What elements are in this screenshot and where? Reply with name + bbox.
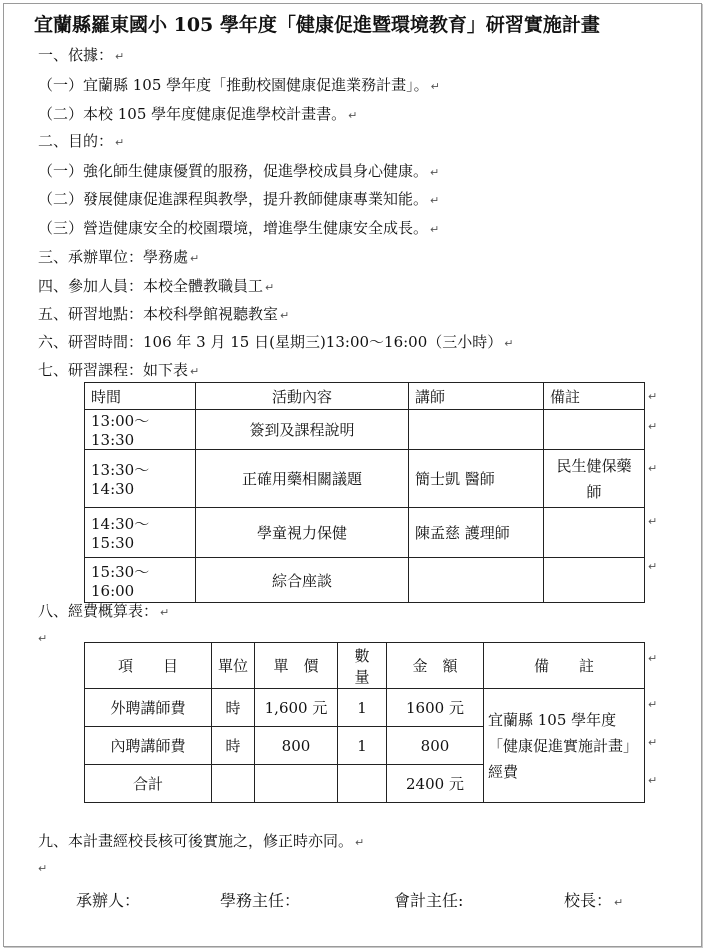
schedule-table: [84, 382, 645, 603]
cell-item: 外聘講師費: [85, 689, 212, 727]
section-time: 六、研習時間：106 年 3 月 15 日(星期三)13:00～16:00（三小時） ↵: [38, 333, 514, 351]
row-end-mark: ↵: [648, 515, 658, 528]
cell-unit: 時: [212, 689, 255, 727]
cell-amount: 1600 元: [387, 689, 484, 727]
table-row: [85, 508, 645, 558]
section-location: 五、研習地點：本校科學館視聽教室 ↵: [38, 305, 290, 323]
cell-activity: 簽到及課程說明: [196, 410, 409, 450]
cell-qty: 1: [338, 727, 387, 765]
header-qty: 數 量: [338, 643, 387, 689]
row-end-mark: ↵: [648, 774, 658, 787]
cell-note: [544, 558, 645, 603]
table-row: [85, 689, 645, 727]
cell-qty: 1: [338, 689, 387, 727]
document-title: 宜蘭縣羅東國小 105 學年度「健康促進暨環境教育」研習實施計畫: [34, 14, 600, 36]
cell-unit: [212, 765, 255, 803]
cell-price: [255, 765, 338, 803]
header-budget-note: 備 註: [484, 643, 645, 689]
cell-lecturer: 簡士凱 醫師: [409, 450, 544, 508]
cell-lecturer: [409, 558, 544, 603]
header-amount: 金 額: [387, 643, 484, 689]
section-purpose: 二、目的： ↵: [38, 132, 125, 150]
row-end-mark: ↵: [648, 698, 658, 711]
row-end-mark: ↵: [648, 652, 658, 665]
cell-activity: 正確用藥相關議題: [196, 450, 409, 508]
row-end-mark: ↵: [648, 462, 658, 475]
cell-note: [544, 508, 645, 558]
section-organizer: 三、承辦單位：學務處 ↵: [38, 248, 200, 266]
cell-time: 13:00～13:30: [85, 410, 196, 450]
header-lecturer: 講師: [409, 383, 544, 410]
cell-qty: [338, 765, 387, 803]
signature-student-affairs: 學務主任：: [220, 891, 301, 910]
section-basis: 一、依據： ↵: [38, 46, 125, 64]
cell-amount: 800: [387, 727, 484, 765]
row-end-mark: ↵: [648, 390, 658, 403]
cell-activity: 綜合座談: [196, 558, 409, 603]
cell-lecturer: 陳孟慈 護理師: [409, 508, 544, 558]
empty-paragraph-mark: ↵: [38, 862, 48, 875]
cell-note: [544, 410, 645, 450]
purpose-item-2: （二）發展健康促進課程與教學，提升教師健康專業知能。 ↵: [38, 190, 440, 208]
section-budget: 八、經費概算表： ↵: [38, 602, 170, 620]
cell-item: 合計: [85, 765, 212, 803]
cell-item: 內聘講師費: [85, 727, 212, 765]
signature-accounting: 會計主任:: [394, 891, 464, 910]
purpose-item-1: （一）強化師生健康優質的服務，促進學校成員身心健康。 ↵: [38, 162, 440, 180]
cell-price: 800: [255, 727, 338, 765]
header-unit: 單位: [212, 643, 255, 689]
row-end-mark: ↵: [648, 420, 658, 433]
header-price: 單 價: [255, 643, 338, 689]
purpose-item-3: （三）營造健康安全的校園環境，增進學生健康安全成長。 ↵: [38, 219, 440, 237]
budget-header-row: [85, 643, 645, 689]
cell-activity: 學童視力保健: [196, 508, 409, 558]
header-item: 項 目: [85, 643, 212, 689]
basis-item-2: （二）本校 105 學年度健康促進學校計畫書。 ↵: [38, 105, 358, 123]
table-row: [85, 410, 645, 450]
section-course: 七、研習課程：如下表 ↵: [38, 361, 200, 379]
cell-time: 13:30～14:30: [85, 450, 196, 508]
cell-note: 民生健保藥師: [544, 450, 645, 508]
row-end-mark: ↵: [648, 736, 658, 749]
cell-time: 15:30～16:00: [85, 558, 196, 603]
cell-unit: 時: [212, 727, 255, 765]
table-row: [85, 450, 645, 508]
cell-lecturer: [409, 410, 544, 450]
section-participants: 四、參加人員：本校全體教職員工 ↵: [38, 277, 275, 295]
cell-budget-note: 宜蘭縣 105 學年度「健康促進實施計畫」經費: [484, 689, 645, 803]
header-note: 備註: [544, 383, 645, 410]
signature-principal: 校長： ↵: [564, 891, 624, 910]
budget-table: [84, 642, 645, 803]
empty-paragraph-mark: ↵: [38, 632, 48, 645]
signature-handler: 承辦人：: [76, 891, 141, 910]
header-activity: 活動內容: [196, 383, 409, 410]
schedule-header-row: [85, 383, 645, 410]
section-approval: 九、本計畫經校長核可後實施之，修正時亦同。 ↵: [38, 832, 365, 850]
row-end-mark: ↵: [648, 560, 658, 573]
cell-time: 14:30～15:30: [85, 508, 196, 558]
cell-amount: 2400 元: [387, 765, 484, 803]
basis-item-1: （一）宜蘭縣 105 學年度「推動校園健康促進業務計畫」。 ↵: [38, 76, 440, 94]
cell-price: 1,600 元: [255, 689, 338, 727]
table-row: [85, 558, 645, 603]
header-time: 時間: [85, 383, 196, 410]
